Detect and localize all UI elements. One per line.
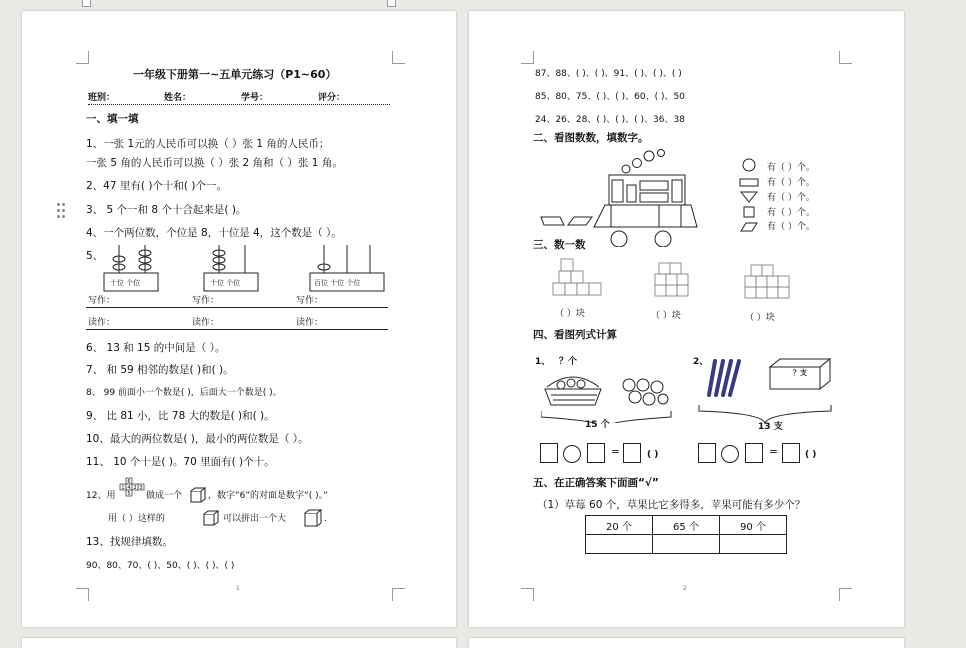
- option-cell: 90 个: [720, 516, 787, 535]
- answer-box[interactable]: [745, 443, 763, 463]
- equals-sign: =: [769, 446, 778, 458]
- sequence-3: 24、26、28、( )、( )、( )、36、38: [535, 115, 685, 125]
- section-heading: 一、填一填: [86, 113, 139, 125]
- answer-box[interactable]: [623, 443, 641, 463]
- problem-2-box-label: ？支: [793, 369, 807, 377]
- question-9: 9、 比 81 小，比 78 大的数是( )和( )。: [86, 410, 275, 422]
- sequence-1: 87、88、( )、( )、91、( )、( )、( ): [535, 69, 682, 79]
- answer-box[interactable]: [698, 443, 716, 463]
- question-10: 10、最大的两位数是( )，最小的两位数是（ ）。: [86, 433, 309, 445]
- read-label: 读作：: [296, 318, 324, 328]
- operator-circle[interactable]: [721, 445, 739, 463]
- net-digit: 1: [121, 485, 125, 491]
- read-label: 读作：: [192, 318, 220, 328]
- write-label: 写作：: [88, 296, 116, 306]
- question-12-part: 可以拼出一个大: [223, 514, 287, 524]
- document-page-4: [469, 638, 904, 648]
- checkmark-cell[interactable]: [720, 535, 787, 554]
- question-3: 3、 5 个一和 8 个十合起来是( )。: [86, 204, 247, 216]
- answer-box[interactable]: [540, 443, 558, 463]
- net-digit: 2: [133, 485, 137, 491]
- option-cell: 65 个: [653, 516, 720, 535]
- pencils-figure: [703, 355, 743, 399]
- answer-line: [86, 329, 388, 330]
- problem-2-total: 13 支: [758, 422, 783, 432]
- margin-mark: [521, 588, 534, 601]
- unit-paren: ( ): [647, 450, 659, 460]
- write-label: 写作：: [296, 296, 324, 306]
- problem-1-total: 15 个: [585, 420, 610, 430]
- question-12-part: ，数字“6”的对面是数字“( )。”: [208, 491, 328, 501]
- question-7: 7、 和 59 相邻的数是( )和( )。: [86, 364, 234, 376]
- cube-stacks-figure: [549, 257, 819, 307]
- question-11: 11、 10 个十是( )。70 里面有( )个十。: [86, 456, 275, 468]
- margin-mark: [76, 588, 89, 601]
- page-number: 1: [236, 585, 240, 592]
- sequence-2: 85、80、75、( )、( )、60、( )、50: [535, 92, 685, 102]
- shape-count-row: 有（ ）个。: [767, 178, 815, 188]
- abacus-2-label: 十位 个位: [210, 279, 241, 287]
- margin-mark: [392, 588, 405, 601]
- question-5-number: 5、: [86, 250, 104, 262]
- problem-2-number: 2、: [693, 357, 709, 367]
- option-cell: 20 个: [586, 516, 653, 535]
- section-heading: 五、在正确答案下面画“√”: [533, 477, 659, 489]
- margin-mark: [392, 51, 405, 64]
- question-13-sequence: 90、80、70、( )、50、( )、( )、( ): [86, 561, 235, 571]
- question-5-1: （1）草莓 60 个，草果比它多得多，苹果可能有多少个？: [537, 499, 806, 511]
- net-digit: 3: [139, 485, 143, 491]
- answer-line: [86, 307, 388, 308]
- question-12-part: 用（ ）这样的: [108, 514, 165, 524]
- question-13: 13、找规律填数。: [86, 536, 173, 548]
- top-scroll-handle[interactable]: [82, 0, 91, 7]
- shape-count-row: 有（ ）个。: [767, 222, 815, 232]
- page-title: 一年级下册第一~五单元练习（P1~60）: [133, 68, 337, 81]
- net-digit: 4: [127, 485, 131, 491]
- margin-mark: [839, 588, 852, 601]
- question-12-part: 做成一个: [146, 491, 183, 501]
- info-label-score: 评分：: [318, 93, 346, 103]
- question-12-part: .: [324, 514, 327, 524]
- problem-1-number: 1、: [535, 357, 551, 367]
- page-number: 2: [683, 585, 687, 592]
- cube-count-label: （ ）块: [555, 309, 585, 319]
- margin-mark: [76, 51, 89, 64]
- small-cube-icon: [203, 510, 219, 526]
- question-6: 6、 13 和 15 的中间是（ ）。: [86, 342, 226, 354]
- big-cube-icon: [304, 509, 322, 527]
- question-8: 8、 99 前面小一个数是( )，后面大一个数是( )。: [86, 388, 282, 398]
- drag-handle-icon[interactable]: [57, 203, 67, 219]
- checkmark-cell[interactable]: [653, 535, 720, 554]
- section-heading: 四、看图列式计算: [533, 329, 617, 341]
- checkmark-cell[interactable]: [586, 535, 653, 554]
- abacus-3-label: 百位 十位 个位: [314, 279, 361, 287]
- unit-paren: ( ): [805, 450, 817, 460]
- small-cube-icon: [190, 487, 206, 503]
- top-scroll-handle[interactable]: [387, 0, 396, 7]
- question-2: 2、47 里有( )个十和( )个一。: [86, 180, 227, 192]
- info-label-class: 班别：: [88, 93, 116, 103]
- operator-circle[interactable]: [563, 445, 581, 463]
- shape-legend-icons: [737, 157, 761, 235]
- equals-sign: =: [611, 446, 620, 458]
- document-page-1: [22, 11, 456, 627]
- answer-box[interactable]: [782, 443, 800, 463]
- read-label: 读作：: [88, 318, 116, 328]
- net-digit: 6: [127, 479, 131, 485]
- margin-mark: [839, 51, 852, 64]
- cube-net-figure: [119, 477, 149, 505]
- shape-count-row: 有（ ）个。: [767, 208, 815, 218]
- question-1-line-2: 一张 5 角的人民币可以换（ ）张 2 角和（ ）张 1 角。: [86, 157, 343, 169]
- problem-1-question: ？个: [559, 357, 578, 367]
- shape-count-row: 有（ ）个。: [767, 193, 815, 203]
- cube-count-label: （ ）块: [651, 311, 681, 321]
- info-label-name: 姓名：: [164, 93, 192, 103]
- info-underline: [88, 104, 390, 105]
- question-1-line-1: 1、一张 1元的人民币可以换（ ）张 1 角的人民币；: [86, 138, 330, 150]
- section-heading: 三、数一数: [533, 239, 586, 251]
- answer-box[interactable]: [587, 443, 605, 463]
- question-12-part: 12、用: [86, 491, 116, 501]
- cube-count-label: （ ）块: [745, 313, 775, 323]
- shape-count-row: 有（ ）个。: [767, 163, 815, 173]
- abacus-1-label: 十位 个位: [110, 279, 141, 287]
- document-page-2: [469, 11, 904, 627]
- net-digit: 5: [127, 491, 131, 497]
- question-4: 4、一个两位数，个位是 8，十位是 4，这个数是（ ）。: [86, 227, 342, 239]
- answer-options-table: [585, 515, 787, 554]
- write-label: 写作：: [192, 296, 220, 306]
- shapes-train-figure: [539, 147, 705, 247]
- document-page-3: [22, 638, 456, 648]
- info-label-number: 学号：: [241, 93, 269, 103]
- fruit-basket-figure: [541, 361, 677, 423]
- section-heading: 二、看图数数，填数字。: [533, 132, 649, 144]
- margin-mark: [521, 51, 534, 64]
